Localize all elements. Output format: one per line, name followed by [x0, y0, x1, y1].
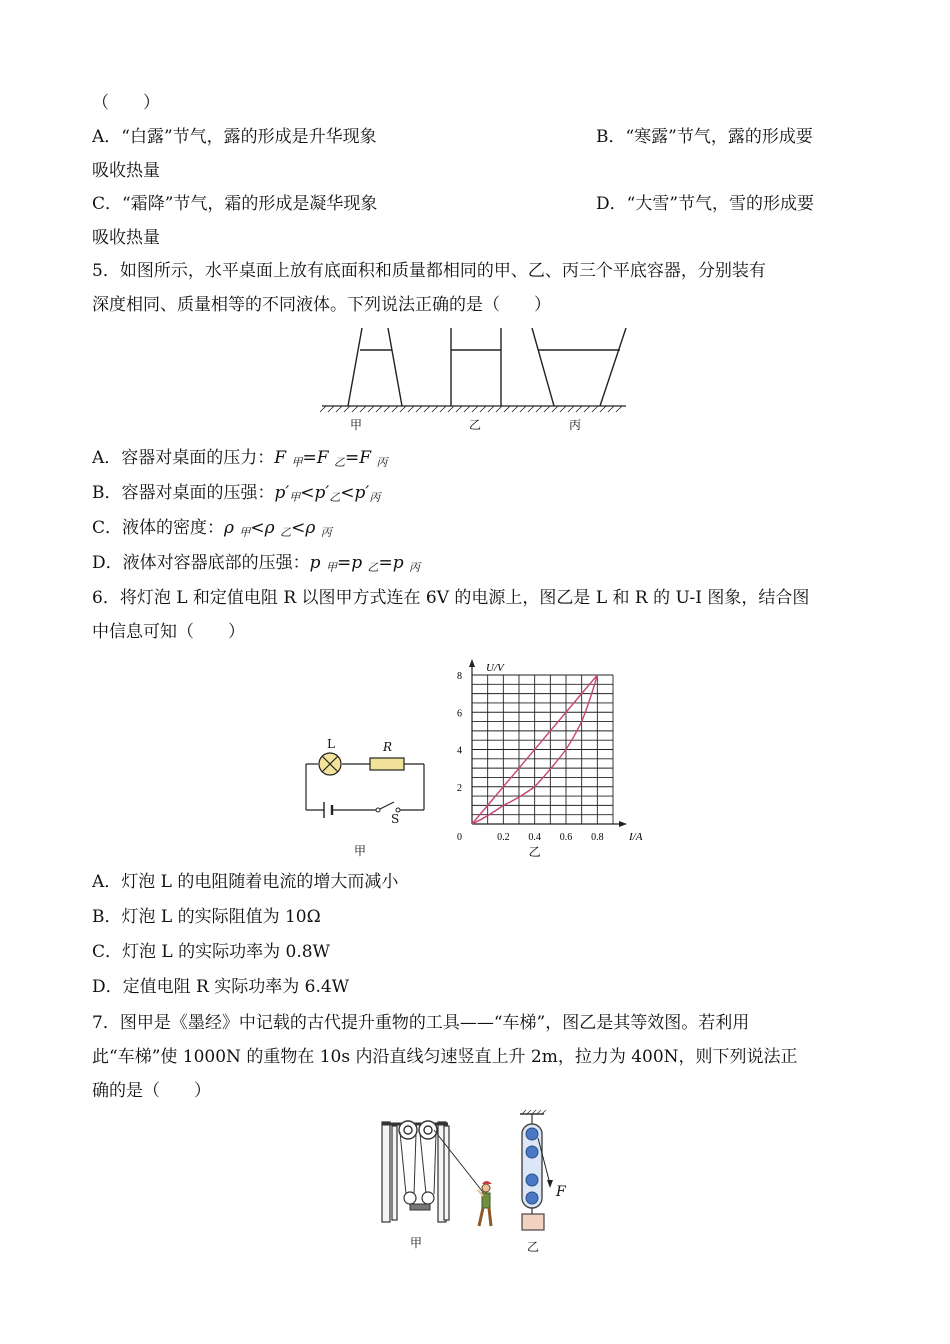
- q5-stem-cont: 深度相同、质量相等的不同液体。下列说法正确的是（ ）: [92, 295, 551, 315]
- q5-sub: 乙: [333, 456, 345, 469]
- q5-sub: 甲: [325, 561, 337, 574]
- q5-sub: 乙: [280, 526, 292, 539]
- q7-caption-jia: 甲: [410, 1236, 423, 1250]
- y-axis-label: U/V: [486, 662, 504, 674]
- equivalent-pulley-diagram: [508, 1108, 572, 1236]
- circuit-caption: 甲: [354, 844, 367, 858]
- q7-caption-yi: 乙: [527, 1240, 540, 1254]
- q4-paren: （ ）: [92, 93, 160, 113]
- y-axis-arrow: [469, 659, 475, 667]
- q4-option-b-cont: 吸收热量: [92, 161, 160, 181]
- q5-sub: 丙: [369, 491, 381, 504]
- chetie-illustration: [374, 1112, 504, 1232]
- x-tick-label: 0.2: [497, 832, 510, 843]
- circuit-label-s: S: [391, 812, 400, 826]
- q6-option-d: D．定值电阻 R 实际功率为 6.4W: [92, 977, 350, 997]
- q5-sub: 丙: [409, 561, 421, 574]
- q5-option-b: B．容器对桌面的压强：$p'_甲<p'_乙<p'_丙$: [92, 483, 381, 504]
- heavy-load: [410, 1204, 430, 1210]
- q7-stem-cont: 确的是（ ）: [92, 1081, 211, 1101]
- q6-option-b: B．灯泡 L 的实际阻值为 10Ω: [92, 907, 321, 927]
- q6-stem: 6．将灯泡 L 和定值电阻 R 以图甲方式连在 6V 的电源上，图乙是 L 和 R 的 U-I 图象，结合图: [92, 588, 810, 608]
- circuit-label-r: R: [383, 740, 393, 754]
- q5-sub: 甲: [239, 526, 251, 539]
- q5-option-c: C．液体的密度：ρ $_甲$<ρ $_乙$<ρ $_丙$: [92, 518, 332, 539]
- q5-sub: 乙: [367, 561, 379, 574]
- q5-option-b-text: B．容器对桌面的压强：: [92, 483, 275, 503]
- q5-sub: 丙: [320, 526, 332, 539]
- container-label-bing: 丙: [569, 418, 582, 432]
- q4-option-a: A．“白露”节气，露的形成是升华现象: [92, 127, 377, 147]
- y-tick-label: 2: [457, 782, 462, 794]
- q6-option-a: A．灯泡 L 的电阻随着电流的增大而减小: [92, 872, 399, 892]
- chart-caption: 乙: [528, 845, 541, 859]
- x-tick-label: 0.8: [591, 832, 604, 843]
- y-tick-label: 8: [457, 671, 462, 682]
- q5-option-d-text: D．液体对容器底部的压强：: [92, 553, 310, 573]
- battery-symbol: [324, 802, 332, 818]
- ui-chart: [450, 650, 660, 862]
- q7-stem-cont: 此“车梯”使 1000N 的重物在 10s 内沿直线匀速竖直上升 2m，拉力为 400N，则下列说法正: [92, 1047, 798, 1067]
- circuit-label-l: L: [327, 737, 335, 751]
- lamp-symbol: [319, 753, 341, 775]
- q5-stem: 5．如图所示，水平桌面上放有底面积和质量都相同的甲、乙、丙三个平底容器，分别装有: [92, 261, 766, 281]
- q4-option-c: C．“霜降”节气，霜的形成是凝华现象: [92, 194, 378, 214]
- x-axis-label: I/A: [629, 831, 643, 843]
- q6-stem-cont: 中信息可知（ ）: [92, 622, 245, 642]
- switch-contact: [376, 808, 380, 812]
- origin-label: 0: [457, 832, 462, 843]
- q5-sub: 丙: [376, 456, 388, 469]
- q6-circuit-diagram: [298, 738, 432, 834]
- x-tick-label: 0.6: [559, 832, 573, 843]
- container-yi: [451, 328, 501, 406]
- q5-sub: 乙: [329, 491, 341, 504]
- x-axis-arrow: [619, 821, 627, 827]
- q5-option-a: A．容器对桌面的压力：F $_甲$=F $_乙$=F $_丙$: [92, 448, 388, 469]
- table-surface: [320, 406, 626, 412]
- container-bing: [532, 328, 626, 406]
- y-tick-label: 4: [457, 745, 462, 757]
- force-label: F: [556, 1184, 566, 1200]
- q5-option-c-text: C．液体的密度：: [92, 518, 225, 538]
- container-jia: [348, 328, 402, 406]
- q4-option-d: D．“大雪”节气，雪的形成要: [596, 194, 815, 214]
- x-tick-label: 0.4: [528, 832, 541, 843]
- weight-block: [522, 1214, 544, 1230]
- container-label-jia: 甲: [350, 418, 363, 432]
- y-tick-label: 6: [457, 708, 462, 720]
- q4-option-b: B．“寒露”节气，露的形成要: [596, 127, 813, 147]
- q7-stem: 7．图甲是《墨经》中记载的古代提升重物的工具——“车梯”，图乙是其等效图。若利用: [92, 1013, 750, 1033]
- lower-pulleys: [404, 1192, 434, 1204]
- q5-option-d: D．液体对容器底部的压强：p $_甲$=p $_乙$=p $_丙$: [92, 553, 421, 574]
- container-label-yi: 乙: [469, 418, 482, 432]
- q5-sub: 甲: [289, 491, 301, 504]
- q5-sub: 甲: [291, 456, 303, 469]
- q5-option-a-text: A．容器对桌面的压力：: [92, 448, 275, 468]
- resistor-symbol: [370, 758, 404, 770]
- q6-option-c: C．灯泡 L 的实际功率为 0.8W: [92, 942, 331, 962]
- q4-option-d-cont: 吸收热量: [92, 228, 160, 248]
